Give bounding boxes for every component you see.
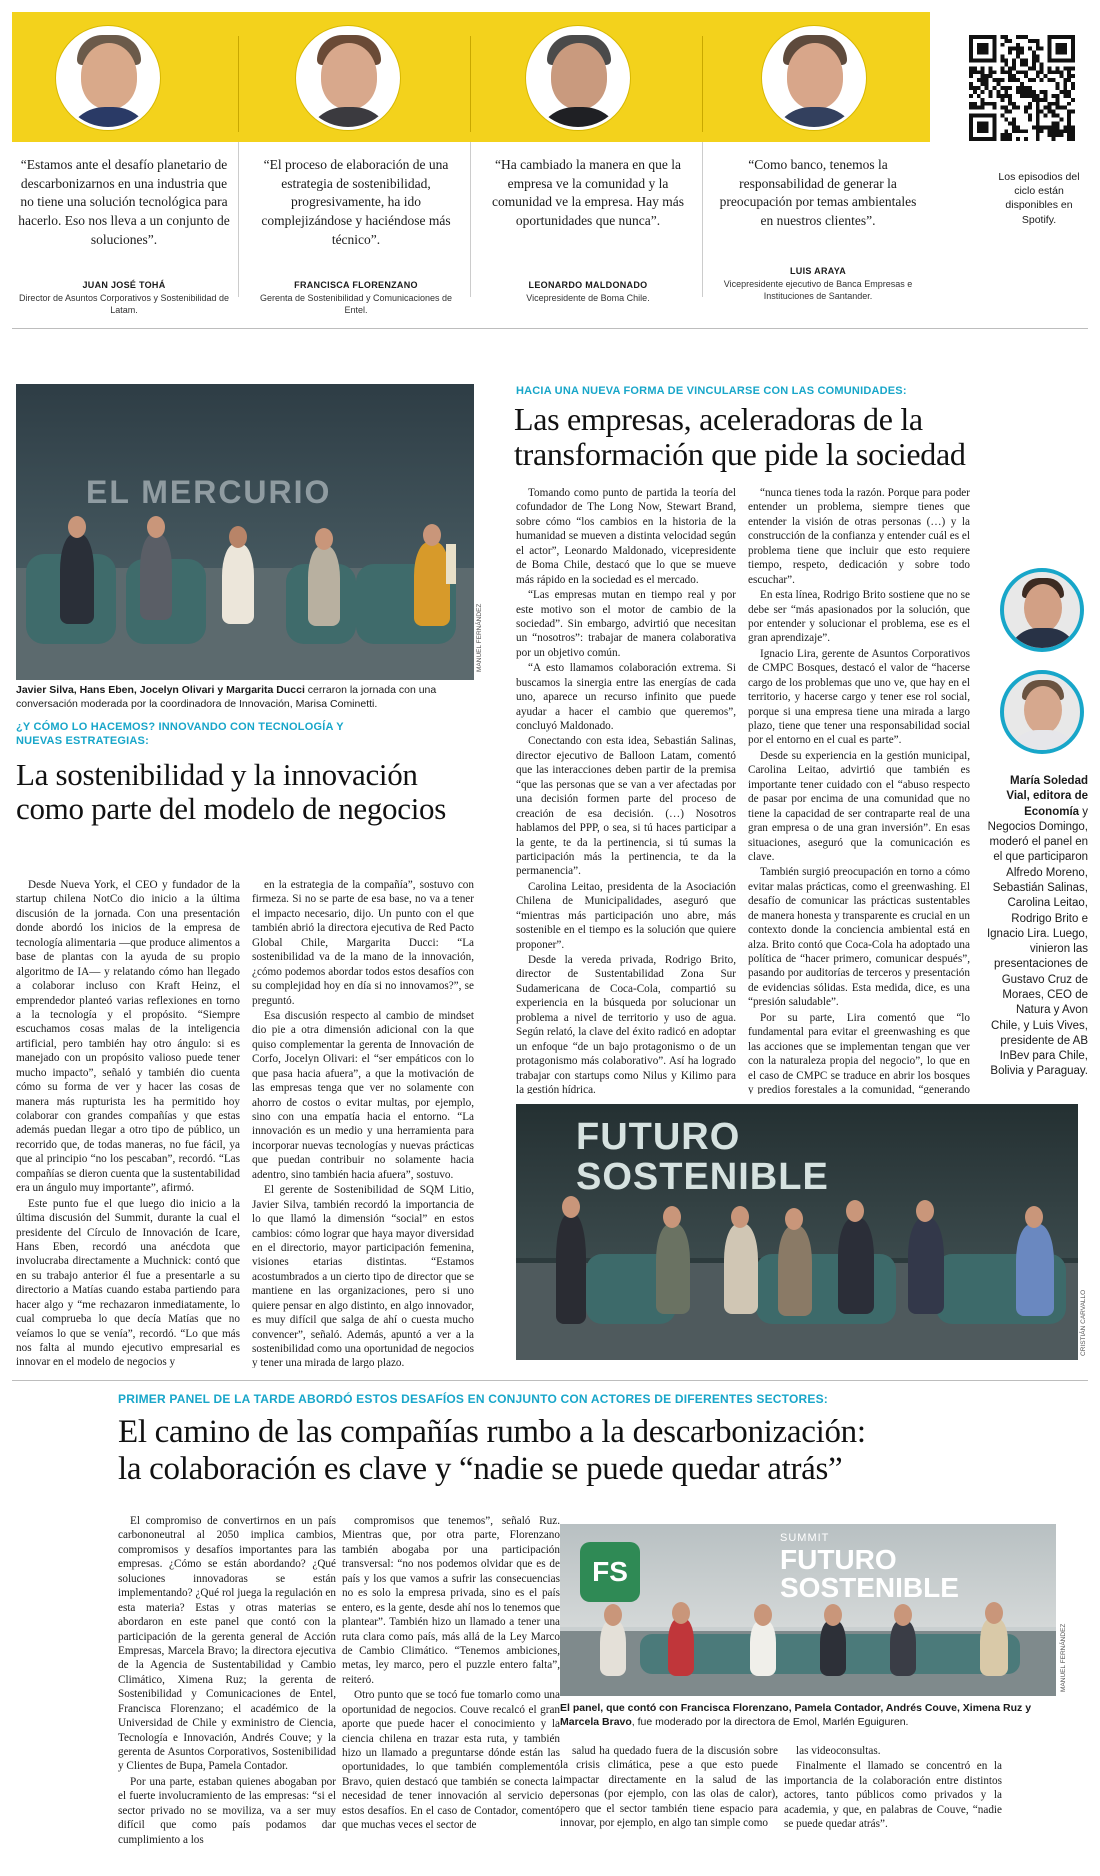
headline-line: El camino de las compañías rumbo a la descarbonización: <box>118 1414 866 1450</box>
paragraph: Conectando con esta idea, Sebastián Salinas, director ejecutivo de Balloon Latam, comentó que las interacciones deben partir de la premisa “que las personas que se van a ver afectadas por una decisión formen parte del proceso de creación de esa decisión. (…) Nosotros hablamos del PPP, o sea, si tú haces participar a la gente, te da la pertinencia, si tú sumas la participación más la pertinencia, te da la permanencia”. <box>516 735 736 878</box>
sidebar-caption <box>984 774 1088 1080</box>
paragraph: Carolina Leitao, presidenta de la Asociación Chilena de Municipalidades, aseguró que “mientras más participación uno abre, más sostenible en el tiempo es la solución que quiere proponer”. <box>516 880 736 951</box>
quote-author-name: LEONARDO MALDONADO <box>528 280 648 290</box>
paragraph: Finalmente el llamado se concentró en la importancia de la colaboración entre distintos actores, tanto públicos como privados y la academia, y que, en palabras de Couve, “nadie se puede quedar atrás”. <box>784 1760 1002 1831</box>
paragraph: Este punto fue el que luego dio inicio a la última discusión del Summit, durante la cual el presidente del Círculo de Innovación de Icare, Hans Eben, recordó una anécdota que involucraba directamente a Muchnick: contó que en su trabajo anterior él fue a presentarle a su directorio a Matías cuando estaba partiendo para hacer algo y “me rechazaron inmediatamente, lo cual comprueba lo que decía Matías que no veíamos lo que se venía”, recordó. “Lo que más nos falta al mundo ejecutivo empresarial es innovar en el modelo de negocios y <box>16 1197 240 1368</box>
event-logo: FS <box>580 1542 640 1602</box>
headline-line: la colaboración es clave y “nadie se puede quedar atrás” <box>118 1450 843 1487</box>
paragraph: compromisos que tenemos”, señaló Ruz. Mientras que, por otra parte, Florenzano también abogaba por una participación transversal: “no nos podemos olvidar que es de país y los que vamos a sufrir las consecuencias no es solo la empresa privada, sino es el país entero, es la gente, desde ahí nos lo tenemos que plantear”. También hizo un llamado a tener una ruta clara como país, más allá de la Ley Marco de Cambio Climático. “Tenemos ambiciones, metas, ley marco, pero el puzzle entero falta”, reiteró. <box>342 1515 560 1686</box>
quote-text: “Como banco, tenemos la responsabilidad de generar la preocupación por temas ambientales en nuestros clientes”. <box>719 157 917 228</box>
article-column <box>16 878 240 1368</box>
article-kicker: HACIA UNA NUEVA FORMA DE VINCULARSE CON LAS COMUNIDADES: <box>516 385 907 397</box>
photo-caption <box>16 684 474 712</box>
article-column <box>342 1514 560 1870</box>
paragraph: También surgió preocupación en torno a cómo evitar malas prácticas, como el greenwashing. El desafío de comunicar las prácticas sustentables de manera honesta y transparente es crucial en un contexto donde la conciencia ambiental está en alza. Brito contó que Coca-Cola ha adoptado una política de “hacer primero, comunicar después”, pasando por auditorías de terceros y presentación de evidencias sólidas. Esta medida, dice, es una “presión saludable”. <box>748 866 970 1009</box>
article-kicker: PRIMER PANEL DE LA TARDE ABORDÓ ESTOS DESAFÍOS EN CONJUNTO CON ACTORES DE DIFERENTES SECTORES: <box>118 1392 828 1406</box>
paragraph: Desde su experiencia en la gestión municipal, Carolina Leitao, advirtió que también es importante tener cuidado con el “abuso respecto de pasar por encima de una comunidad que no tiene la capacidad de ser contraparte real de una gran empresa o de una gran inversión”. En esas situaciones, aseguró que la comunicación es clave. <box>748 749 970 863</box>
article-headline: Las empresas, aceleradoras de la transformación que pide la sociedad <box>514 401 966 472</box>
avatar-speaker <box>1000 670 1084 754</box>
article-column <box>252 878 474 1368</box>
quote-divider <box>470 142 471 297</box>
quote-author-name: JUAN JOSÉ TOHÁ <box>82 280 166 290</box>
quote-author-role: Vicepresidente ejecutivo de Banca Empresas e Instituciones de Santander. <box>723 279 913 302</box>
quote-text: “Estamos ante el desafío planetario de descarbonizarnos en una industria que no tiene una solución tecnológica para hacerlo. Eso nos lleva a un conjunto de soluciones”. <box>18 157 230 247</box>
band-divider <box>238 36 239 132</box>
article-headline <box>118 1414 1018 1488</box>
article-column <box>560 1744 778 1870</box>
panel-photo-bottom <box>560 1524 1056 1696</box>
article-column <box>118 1514 336 1870</box>
quote-author-role: Gerenta de Sostenibilidad y Comunicaciones de Entel. <box>259 293 453 316</box>
portrait-leonardo-maldonado <box>526 26 630 130</box>
caption-names: El panel, que contó con Francisca Florenzano, Pamela Contador, Andrés Couve, Ximena Ruz y Marcela Bravo <box>560 1702 1032 1728</box>
quote-divider <box>238 142 239 297</box>
article-headline: La sostenibilidad y la innovación como parte del modelo de negocios <box>16 757 446 827</box>
paragraph: Desde la vereda privada, Rodrigo Brito, director de Sustentabilidad Zona Sur Sudamericana de Coca-Cola, compartió su experiencia en la búsqueda por solucionar un problema a nivel de territorio y uso de agua. Según relató, la clave del éxito radicó en adoptar un enfoque “de un bajo protagonismo o de un protagonismo más colaborativo”. Así ha logrado trabajar con startups como Nilus y Kilimo para la gestión hídrica. <box>516 954 736 1094</box>
paragraph: Otro punto que se tocó fue tomarlo como una oportunidad de negocios. Couve recalcó el gran aporte que puede hacer el conocimiento y la ciencia chilena en trazar esta ruta, y también hizo un llamado a preguntarse dónde están las oportunidades, lo que también complementó Bravo, quien destacó que también se conecta la necesidad de tener innovación al servicio de estos desafíos. En el caso de Contador, comentó que muchas veces el sector de <box>342 1689 560 1832</box>
paragraph: Esa discusión respecto al cambio de mindset dio pie a otra dimensión adicional con la que quiso complementar la gerenta de Innovación de Corfo, Jocelyn Olivari: el “ser empáticos con lo que pasa hacia afuera”, a que la motivación de las empresas tenga que ver no solamente con ahorro de costos o evitar multas, por ejemplo, sino con una empatía hacia el entorno. “La innovación es un medio y una herramienta para incorporar nuevas tecnologías y nuevas prácticas que puedan contribuir no solamente hacia adentro, sino también hacia afuera”, sostuvo. <box>252 1009 474 1181</box>
portrait-luis-araya <box>762 26 866 130</box>
qr-code[interactable] <box>962 28 1082 148</box>
sidebar-caption-names: María Soledad Vial, editora de Economía <box>1006 775 1088 818</box>
paragraph: El gerente de Sostenibilidad de SQM Litio, Javier Silva, también recordó la importancia de lo que llamó la dimensión “social” en estos cambios: cómo lograr que haya mayor diversidad en el directorio, mayor participación femenina, visiones etarias distintas. “Estamos acostumbrados a un cierto tipo de director que se mantiene en las organizaciones, pero si uno quiere pensar en algo distinto, en algo innovador, es muy difícil que salga de ahí o cuesta mucho convencer”, señaló. Además, apuntó a ver a la sostenibilidad como una oportunidad de negocios y tener una mirada de largo plazo. <box>252 1184 474 1368</box>
quote-text: “El proceso de elaboración de una estrategia de sostenibilidad, progresivamente, ha ido complejizándose y haciéndose más técnico”. <box>261 157 451 247</box>
stage-summit: SUMMIT <box>780 1532 830 1544</box>
caption-text: , fue moderado por la directora de Emol, Marlén Eguiguren. <box>631 1715 909 1728</box>
photo-credit: MANUEL FERNÁNDEZ <box>1060 1623 1067 1692</box>
paragraph: “nunca tienes toda la razón. Porque para poder entender un problema, siempre tienes que entender la visión de otras personas (…) y la construcción de la confianza y entender cuál es el problema tiene que incluir que esto requiere tiempo, respeto, dedicación y sobre todo escuchar”. <box>748 487 970 586</box>
quote-divider <box>702 142 703 297</box>
paragraph: En esta línea, Rodrigo Brito sostiene que no se debe ser “más apasionados por la solución, que por entender y solucionar el problema, ese es el gran aprendizaje”. <box>748 589 970 645</box>
quote-author-name: LUIS ARAYA <box>789 266 846 276</box>
paragraph: Desde Nueva York, el CEO y fundador de la startup chilena NotCo dio inicio a la última discusión de la jornada. Con una presentación donde abordó los inicios de la empresa de tecnología alimentaria —que produce alimentos a base de plantas con la ayuda de su propio algoritmo de IA— y relatando cómo han llegado a colaborar incluso con Kraft Heinz, el emprendedor planteó varias reflexiones en torno a la tecnología y el propósito. “Siempre escuchamos cosas malas de la inteligencia artificial, pero también hay otro ángulo: si es manejado con un propósito valioso puede tener mucho impacto”, señaló y también dio cuenta cómo su forma de ver y hacer las cosas de manera más rupturista les ha permitido hoy colaborar con grandes compañías y que estas además puedan llegar a otro tipo de público, un recorrido que, de todas maneras, no fue fácil, ya que al principio “no los pescaban”, recordó. “Las compañías se dieron cuenta que la sustentabilidad era un ángulo muy importante”, afirmó. <box>16 879 240 1195</box>
quote-author-role: Vicepresidente de Boma Chile. <box>526 293 650 303</box>
avatar-speaker <box>1000 568 1084 652</box>
paragraph: Por una parte, estaban quienes abogaban por el fuerte involucramiento de las empresas: “si el sector privado no se moviliza, va a ser muy difícil que como país podamos dar cumplimiento a los <box>118 1775 336 1846</box>
article-column <box>784 1744 1002 1870</box>
caption-text: cerraron la jornada con una conversación moderada por la coordinadora de Innovación, Marisa Cominetti. <box>16 684 437 710</box>
band-divider <box>470 36 471 132</box>
paragraph: “Las empresas mutan en tiempo real y por este motivo son el motor de cambio de la sociedad”. Sin embargo, advirtió que necesitan un “nosotros”: trabajar de manera colaborativa por un objetivo común. <box>516 589 736 659</box>
section-rule <box>12 1380 1088 1381</box>
paragraph: Por su parte, Lira comentó que “lo fundamental para evitar el greenwashing es que las acciones que se implementan tengan que ver con la naturaleza propia del negocio”, lo que en el caso de CMPC se traduce en abrir los bosques y predios forestales a la comunidad, “generando <box>748 1011 970 1094</box>
quote-author-name: FRANCISCA FLORENZANO <box>294 280 418 290</box>
panel-photo-right <box>516 1104 1078 1360</box>
article-column <box>516 486 736 1094</box>
paragraph: las videoconsultas. <box>796 1745 881 1757</box>
paragraph: El compromiso de convertirnos en un país carbononeutral al 2050 implica cambios, compromisos y desafíos importantes para las empresas. ¿Cómo se están abordando? ¿Qué soluciones innovadoras se están implementando? ¿Qué rol juega la regulación en esta materia? Estas y otras materias se abordaron en este panel que contó con la participación de la gerenta general de Acción Empresas, Marcela Bravo; la directora ejecutiva de la Agencia de Sustentabilidad y Cambio Climático, Ximena Ruz; la gerenta de Sostenibilidad y Comunicaciones de Entel, Francisca Florenzano; el académico de la Universidad de Chile y exministro de Ciencia, Tecnología e Innovación, Andrés Couve; y la gerenta de Asuntos Corporativos, Sostenibilidad y Clientes de Bupa, Pamela Contador. <box>118 1515 336 1773</box>
article-column <box>748 486 970 1094</box>
caption-names: Javier Silva, Hans Eben, Jocelyn Olivari y Margarita Ducci <box>16 684 305 696</box>
photo-caption <box>560 1702 1056 1730</box>
quote-text: “Ha cambiado la manera en que la empresa ve la comunidad y la comunidad ve la empresa. Hay más oportunidades que nunca”. <box>492 157 684 228</box>
photo-credit: MANUEL FERNÁNDEZ <box>476 603 483 672</box>
section-rule <box>12 328 1088 329</box>
sidebar-caption-text: y Negocios Domingo, moderó el panel en el que participaron Alfredo Moreno, Sebastián Salinas, Carolina Leitao, Rodrigo Brito e Ignacio Lira. Luego, vinieron las presentaciones de Gustavo Cruz de Moraes, CEO de Natura y Avon Chile, y Luis Vives, presidente de AB InBev para Chile, Bolivia y Paraguay. <box>986 805 1088 1078</box>
panel-photo-left <box>16 384 474 680</box>
stage-sign: FUTURO SOSTENIBLE <box>780 1544 959 1603</box>
paragraph: en la estrategia de la compañía”, sostuvo con firmeza. Si no se parte de esa base, no va a tener el impacto necesario, dijo. Un punto con el que también abrió la directora ejecutiva de Red Pacto Global Chile, Margarita Ducci: “La sostenibilidad va de la mano de la innovación, ¿cómo podemos abordar todos estos desafíos con su complejidad hoy en día si no innovamos?”, se preguntó. <box>252 879 474 1007</box>
paragraph: Ignacio Lira, gerente de Asuntos Corporativos de CMPC Bosques, destacó el valor de “hacerse cargo de los problemas que uno ve, que hay en el territorio, y hacerse cargo y tener ese rol social, porque si una empresa tiene una mirada a largo plazo, tiene que tener una responsabilidad social por el entorno en el cual es parte”. <box>748 647 970 747</box>
portrait-francisca-florenzano <box>296 26 400 130</box>
band-divider <box>702 36 703 132</box>
article-kicker: ¿Y CÓMO LO HACEMOS? INNOVANDO CON TECNOLOGÍA Y NUEVAS ESTRATEGIAS: <box>16 721 344 748</box>
spotify-note: Los episodios del ciclo están disponibles en Spotify. <box>998 171 1080 226</box>
photo-credit: CRISTIÁN CARVALLO <box>1080 1289 1087 1356</box>
paragraph: Tomando como punto de partida la teoría del cofundador de The Long Now, Stewart Brand, sobre cómo “los cambios en la historia de la humanidad se mueven a distinta velocidad según el actor”, Leonardo Maldonado, vicepresidente de Boma Chile, destacó que lo que se mueve más rápido en la sociedad es el mercado. <box>516 487 736 586</box>
portrait-juan-jose-toha <box>56 26 160 130</box>
stage-sign: EL MERCURIO <box>86 474 332 510</box>
paragraph: “A esto llamamos colaboración extrema. Si buscamos la sinergia entre las energías de cada uno, aparece un recurso infinito que puede ayudar a hacer el cambio que queremos”, concluyó Maldonado. <box>516 662 736 732</box>
paragraph: salud ha quedado fuera de la discusión sobre la crisis climática, pese a que esto puede impactar directamente en la salud de las personas (por ejemplo, con las olas de calor), pero que el sector también tiene espacio para innovar, por ejemplo, en algo tan simple como <box>560 1745 778 1830</box>
quote-author-role: Director de Asuntos Corporativos y Sostenibilidad de Latam. <box>18 293 230 316</box>
stage-sign: FUTURO SOSTENIBLE <box>576 1116 829 1198</box>
